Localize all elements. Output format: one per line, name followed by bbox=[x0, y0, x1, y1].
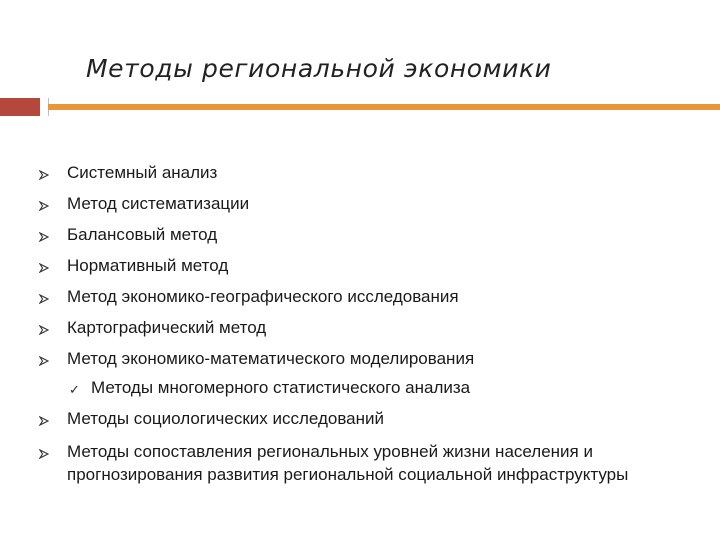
arrow-bullet-icon bbox=[39, 449, 49, 459]
arrow-bullet-icon bbox=[39, 356, 49, 366]
sub-list-item-text: Методы многомерного статистического анализа bbox=[91, 378, 471, 397]
list-item-text: Метод экономико-географического исследования bbox=[67, 287, 459, 306]
arrow-bullet-icon bbox=[39, 170, 49, 180]
list-item-text: Картографический метод bbox=[67, 318, 267, 337]
list-item-text: Методы сопоставления региональных уровней жизни населения и bbox=[67, 442, 593, 461]
arrow-bullet-icon bbox=[39, 263, 49, 273]
arrow-bullet-icon bbox=[39, 294, 49, 304]
list-item-text: Нормативный метод bbox=[67, 256, 229, 275]
list-item-text: Метод экономико-математического моделирования bbox=[67, 349, 475, 368]
arrow-bullet-icon bbox=[39, 416, 49, 426]
slide-title: Методы региональной экономики bbox=[86, 54, 552, 83]
list-item-text: Балансовый метод bbox=[67, 225, 218, 244]
arrow-bullet-icon bbox=[39, 232, 49, 242]
list-item-text: Метод систематизации bbox=[67, 194, 250, 213]
arrow-bullet-icon bbox=[39, 201, 49, 211]
accent-line bbox=[48, 104, 720, 110]
accent-square bbox=[0, 98, 40, 116]
list-item-text: Системный анализ bbox=[67, 163, 218, 182]
checkmark-icon: ✓ bbox=[69, 382, 80, 397]
arrow-bullet-icon bbox=[39, 325, 49, 335]
list-item-text-continuation: прогнозирования развития региональной социальной инфраструктуры bbox=[67, 465, 629, 484]
list-item-text: Методы социологических исследований bbox=[67, 409, 385, 428]
